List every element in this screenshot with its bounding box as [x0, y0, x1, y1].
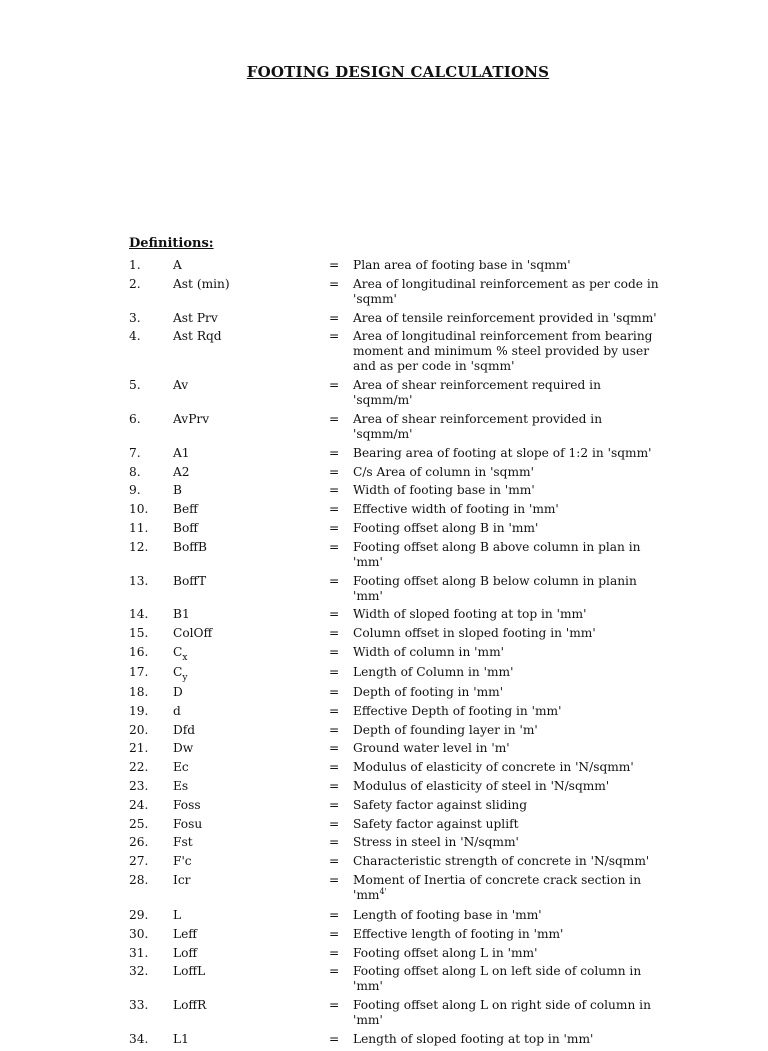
- definition-equals: =: [329, 907, 340, 922]
- definition-symbol-text: D: [173, 684, 183, 699]
- definition-row: [129, 1032, 689, 1047]
- definition-description-text: Modulus of elasticity of concrete in 'N/sqmm': [353, 760, 634, 775]
- definition-equals: =: [329, 760, 340, 775]
- section-heading-definitions: Definitions:: [129, 236, 214, 251]
- definition-symbol-text: Boff: [173, 520, 198, 535]
- definition-symbol-text: LoffL: [173, 964, 206, 979]
- definition-symbol: [173, 741, 329, 756]
- definition-symbol-text: Leff: [173, 926, 197, 941]
- definition-symbol-text: AvPrv: [173, 411, 210, 426]
- definition-equals: =: [329, 276, 340, 291]
- definition-number: 32.: [129, 964, 149, 979]
- definition-number: 14.: [129, 607, 149, 622]
- definition-description-text: Effective width of footing in 'mm': [353, 502, 559, 517]
- definition-description-text: Effective Depth of footing in 'mm': [353, 703, 562, 718]
- definition-description-text: Width of footing base in 'mm': [353, 483, 535, 498]
- definition-number: 19.: [129, 703, 149, 718]
- definition-row: [129, 574, 689, 604]
- definition-symbol-text: Fst: [173, 835, 193, 850]
- definition-description-text: Depth of footing in 'mm': [353, 684, 504, 699]
- definition-description: [353, 964, 663, 994]
- definition-symbol-text: BoffB: [173, 539, 207, 554]
- definition-row: [129, 465, 689, 480]
- definition-symbol: [173, 685, 329, 700]
- definition-number: 3.: [129, 310, 141, 325]
- definition-symbol: [173, 465, 329, 480]
- definition-description: [353, 1032, 663, 1047]
- definition-description: [353, 502, 663, 517]
- definition-symbol-text: Beff: [173, 502, 198, 517]
- definition-description-text: Length of footing base in 'mm': [353, 907, 542, 922]
- definition-description: [353, 465, 663, 480]
- definition-number: 31.: [129, 945, 149, 960]
- definition-equals: =: [329, 573, 340, 588]
- definition-description-text: Area of longitudinal reinforcement as per code in 'sqmm': [353, 276, 659, 306]
- definition-row: [129, 927, 689, 942]
- definition-symbol-text: Es: [173, 778, 189, 793]
- definition-description-text: Modulus of elasticity of steel in 'N/sqmm': [353, 778, 610, 793]
- definition-equals: =: [329, 854, 340, 869]
- definition-description: [353, 412, 663, 442]
- definition-equals: =: [329, 539, 340, 554]
- definition-equals: =: [329, 703, 340, 718]
- definition-symbol: [173, 329, 329, 344]
- definition-description-text: Width of column in 'mm': [353, 644, 504, 659]
- definition-description: [353, 946, 663, 961]
- definition-description: [353, 854, 663, 869]
- definition-equals: =: [329, 411, 340, 426]
- definition-row: [129, 723, 689, 738]
- definition-number: 28.: [129, 872, 149, 887]
- definition-number: 15.: [129, 626, 149, 641]
- definition-number: 23.: [129, 778, 149, 793]
- definition-number: 1.: [129, 258, 141, 272]
- definition-symbol: [173, 908, 329, 923]
- definition-symbol: [173, 311, 329, 326]
- definition-symbol: [173, 446, 329, 461]
- definition-description: [353, 704, 663, 719]
- definition-description: [353, 378, 663, 408]
- definition-equals: =: [329, 626, 340, 641]
- definition-number: 10.: [129, 502, 149, 517]
- definition-symbol: [173, 704, 329, 719]
- definition-description: [353, 540, 663, 570]
- definition-number: 2.: [129, 276, 141, 291]
- definition-row: [129, 607, 689, 622]
- definition-description-text: Area of longitudinal reinforcement from bearing moment and minimum % steel provided by user and as per code in 'sqmm': [353, 329, 653, 374]
- definition-symbol-subscript: y: [182, 672, 188, 683]
- definition-equals: =: [329, 684, 340, 699]
- definition-symbol: [173, 626, 329, 641]
- definition-row: [129, 483, 689, 498]
- definition-equals: =: [329, 872, 340, 887]
- definition-row: [129, 502, 689, 517]
- definition-symbol: [173, 521, 329, 536]
- definition-number: 33.: [129, 998, 149, 1013]
- definition-number: 29.: [129, 907, 149, 922]
- definition-symbol: [173, 483, 329, 498]
- definition-number: 12.: [129, 539, 149, 554]
- definition-row: [129, 835, 689, 850]
- definition-symbol: [173, 277, 329, 292]
- definition-symbol: [173, 835, 329, 850]
- definition-equals: =: [329, 1031, 340, 1046]
- definition-row: [129, 854, 689, 869]
- definition-number: 27.: [129, 854, 149, 869]
- definition-description: [353, 817, 663, 832]
- definition-row: [129, 258, 689, 273]
- definition-description-text: Ground water level in 'm': [353, 741, 510, 756]
- definition-equals: =: [329, 926, 340, 941]
- definition-row: [129, 664, 689, 683]
- definition-description-text: C/s Area of column in 'sqmm': [353, 464, 534, 479]
- definition-description: [353, 311, 663, 326]
- definition-description-text: Length of Column in 'mm': [353, 664, 514, 679]
- definition-description: [353, 835, 663, 850]
- definition-symbol: [173, 412, 329, 427]
- definition-description-text: Area of shear reinforcement required in 'sqmm/m': [353, 378, 601, 408]
- definition-description: [353, 665, 663, 680]
- definition-description: [353, 779, 663, 794]
- definition-symbol-text: d: [173, 703, 181, 718]
- definition-description-text: Footing offset along B above column in plan in 'mm': [353, 539, 641, 569]
- definition-description: [353, 798, 663, 813]
- definition-symbol-text: Fosu: [173, 816, 203, 831]
- definition-symbol-text: Icr: [173, 872, 191, 887]
- definition-symbol: [173, 644, 329, 663]
- definition-description-text: Footing offset along B in 'mm': [353, 520, 539, 535]
- definition-equals: =: [329, 778, 340, 793]
- definition-description: [353, 685, 663, 700]
- definition-equals: =: [329, 607, 340, 622]
- definition-row: [129, 540, 689, 570]
- definition-symbol: [173, 760, 329, 775]
- definition-number: 8.: [129, 464, 141, 479]
- definition-number: 16.: [129, 644, 149, 659]
- definition-equals: =: [329, 464, 340, 479]
- definition-row: [129, 311, 689, 326]
- definition-description-superscript: 4': [379, 886, 387, 896]
- definition-description-text: Depth of founding layer in 'm': [353, 722, 538, 737]
- definition-description: [353, 258, 663, 273]
- definition-description-text: Width of sloped footing at top in 'mm': [353, 607, 587, 622]
- definition-description-text: Footing offset along L on left side of column in 'mm': [353, 964, 642, 994]
- definition-symbol: [173, 817, 329, 832]
- definition-number: 7.: [129, 445, 141, 460]
- definition-description: [353, 483, 663, 498]
- definition-description: [353, 626, 663, 641]
- definition-equals: =: [329, 378, 340, 393]
- definition-description-text: Moment of Inertia of concrete crack section in 'mm: [353, 872, 642, 902]
- definition-symbol: [173, 723, 329, 738]
- definition-symbol: [173, 964, 329, 979]
- definition-symbol-text: Dw: [173, 741, 194, 756]
- definition-symbol-text: A2: [173, 464, 190, 479]
- definition-row: [129, 412, 689, 442]
- definition-description: [353, 521, 663, 536]
- definition-symbol-text: L: [173, 907, 182, 922]
- definition-description-text: Length of sloped footing at top in 'mm': [353, 1031, 594, 1046]
- definition-equals: =: [329, 964, 340, 979]
- definition-row: [129, 817, 689, 832]
- definition-row: [129, 741, 689, 756]
- definition-description-text: Effective length of footing in 'mm': [353, 926, 564, 941]
- definition-equals: =: [329, 644, 340, 659]
- definition-symbol: [173, 378, 329, 393]
- definition-number: 5.: [129, 378, 141, 393]
- definition-equals: =: [329, 664, 340, 679]
- definition-description-text: Safety factor against sliding: [353, 797, 528, 812]
- definition-equals: =: [329, 835, 340, 850]
- definition-number: 30.: [129, 926, 149, 941]
- definition-equals: =: [329, 258, 340, 272]
- definition-symbol-text: ColOff: [173, 626, 213, 641]
- definition-description: [353, 723, 663, 738]
- definition-description-text: Area of tensile reinforcement provided in 'sqmm': [353, 310, 657, 325]
- definition-symbol: [173, 574, 329, 589]
- definition-symbol: [173, 607, 329, 622]
- definition-symbol: [173, 540, 329, 555]
- definition-row: [129, 446, 689, 461]
- definition-symbol-text: B1: [173, 607, 190, 622]
- definition-symbol-text: Ast (min): [173, 276, 230, 291]
- definition-description: [353, 873, 663, 903]
- definition-symbol-text: A: [173, 258, 182, 272]
- definition-number: 4.: [129, 329, 141, 344]
- definition-symbol-text: Av: [173, 378, 189, 393]
- definition-row: [129, 521, 689, 536]
- definition-symbol: [173, 258, 329, 273]
- definition-equals: =: [329, 329, 340, 344]
- definition-equals: =: [329, 816, 340, 831]
- definition-description-text: Safety factor against uplift: [353, 816, 519, 831]
- definition-row: [129, 873, 689, 903]
- definition-description-text: Characteristic strength of concrete in 'N/sqmm': [353, 854, 650, 869]
- definition-description-text: Bearing area of footing at slope of 1:2 in 'sqmm': [353, 445, 652, 460]
- definition-number: 24.: [129, 797, 149, 812]
- definition-symbol: [173, 854, 329, 869]
- definition-symbol: [173, 1032, 329, 1047]
- definition-description: [353, 927, 663, 942]
- definition-description: [353, 741, 663, 756]
- definition-symbol: [173, 664, 329, 683]
- definition-description-text: Footing offset along L in 'mm': [353, 945, 538, 960]
- definition-number: 26.: [129, 835, 149, 850]
- definition-row: [129, 964, 689, 994]
- definition-description-text: Area of shear reinforcement provided in 'sqmm/m': [353, 411, 603, 441]
- definitions-list: [129, 258, 689, 1051]
- definition-description: [353, 760, 663, 775]
- definition-symbol-subscript: x: [182, 652, 188, 663]
- definition-equals: =: [329, 945, 340, 960]
- definition-symbol-text: Ast Prv: [173, 310, 218, 325]
- definition-equals: =: [329, 310, 340, 325]
- definition-row: [129, 760, 689, 775]
- definition-symbol-text: B: [173, 483, 182, 498]
- definition-row: [129, 908, 689, 923]
- definition-equals: =: [329, 741, 340, 756]
- definition-row: [129, 946, 689, 961]
- definition-number: 25.: [129, 816, 149, 831]
- definition-row: [129, 704, 689, 719]
- definition-number: 20.: [129, 722, 149, 737]
- definition-description: [353, 277, 663, 307]
- definition-symbol: [173, 779, 329, 794]
- definition-symbol-text: Foss: [173, 797, 201, 812]
- definition-description-text: Stress in steel in 'N/sqmm': [353, 835, 519, 850]
- definition-symbol-text: Dfd: [173, 722, 196, 737]
- definition-description: [353, 607, 663, 622]
- definition-number: 18.: [129, 684, 149, 699]
- definition-equals: =: [329, 998, 340, 1013]
- definition-description-text: Column offset in sloped footing in 'mm': [353, 626, 596, 641]
- definition-symbol-text: Loff: [173, 945, 198, 960]
- definition-symbol: [173, 873, 329, 888]
- definition-description: [353, 645, 663, 660]
- definition-symbol: [173, 798, 329, 813]
- definition-number: 9.: [129, 483, 141, 498]
- definition-symbol: [173, 946, 329, 961]
- definition-row: [129, 779, 689, 794]
- definition-symbol-text: LoffR: [173, 998, 207, 1013]
- definition-number: 11.: [129, 520, 149, 535]
- definition-number: 34.: [129, 1031, 149, 1046]
- definition-number: 21.: [129, 741, 149, 756]
- definition-description: [353, 446, 663, 461]
- definition-symbol: [173, 502, 329, 517]
- definition-description-text: Footing offset along B below column in planin 'mm': [353, 573, 637, 603]
- definition-description-text: Plan area of footing base in 'sqmm': [353, 258, 571, 272]
- definition-description: [353, 329, 663, 374]
- definition-row: [129, 626, 689, 641]
- definition-description: [353, 574, 663, 604]
- definition-number: 22.: [129, 760, 149, 775]
- definition-equals: =: [329, 483, 340, 498]
- definition-equals: =: [329, 502, 340, 517]
- definition-row: [129, 685, 689, 700]
- definition-number: 13.: [129, 573, 149, 588]
- definition-symbol-text: F'c: [173, 854, 192, 869]
- definition-equals: =: [329, 797, 340, 812]
- definition-symbol-text: BoffT: [173, 573, 207, 588]
- definition-row: [129, 644, 689, 663]
- definition-equals: =: [329, 520, 340, 535]
- definition-symbol: [173, 927, 329, 942]
- definition-symbol-text: Ec: [173, 760, 189, 775]
- definition-symbol-text: C: [173, 644, 183, 659]
- definition-symbol: [173, 998, 329, 1013]
- definition-symbol-text: L1: [173, 1031, 189, 1046]
- definition-equals: =: [329, 445, 340, 460]
- definition-row: [129, 378, 689, 408]
- definition-row: [129, 277, 689, 307]
- definition-symbol-text: C: [173, 664, 183, 679]
- definition-row: [129, 329, 689, 374]
- definition-description: [353, 908, 663, 923]
- document-title: FOOTING DESIGN CALCULATIONS: [246, 63, 550, 81]
- definition-description-text: Footing offset along L on right side of column in 'mm': [353, 998, 651, 1028]
- definition-row: [129, 798, 689, 813]
- definition-symbol-text: Ast Rqd: [173, 329, 222, 344]
- definition-number: 17.: [129, 664, 149, 679]
- definition-number: 6.: [129, 411, 141, 426]
- definition-symbol-text: A1: [173, 445, 190, 460]
- definition-equals: =: [329, 722, 340, 737]
